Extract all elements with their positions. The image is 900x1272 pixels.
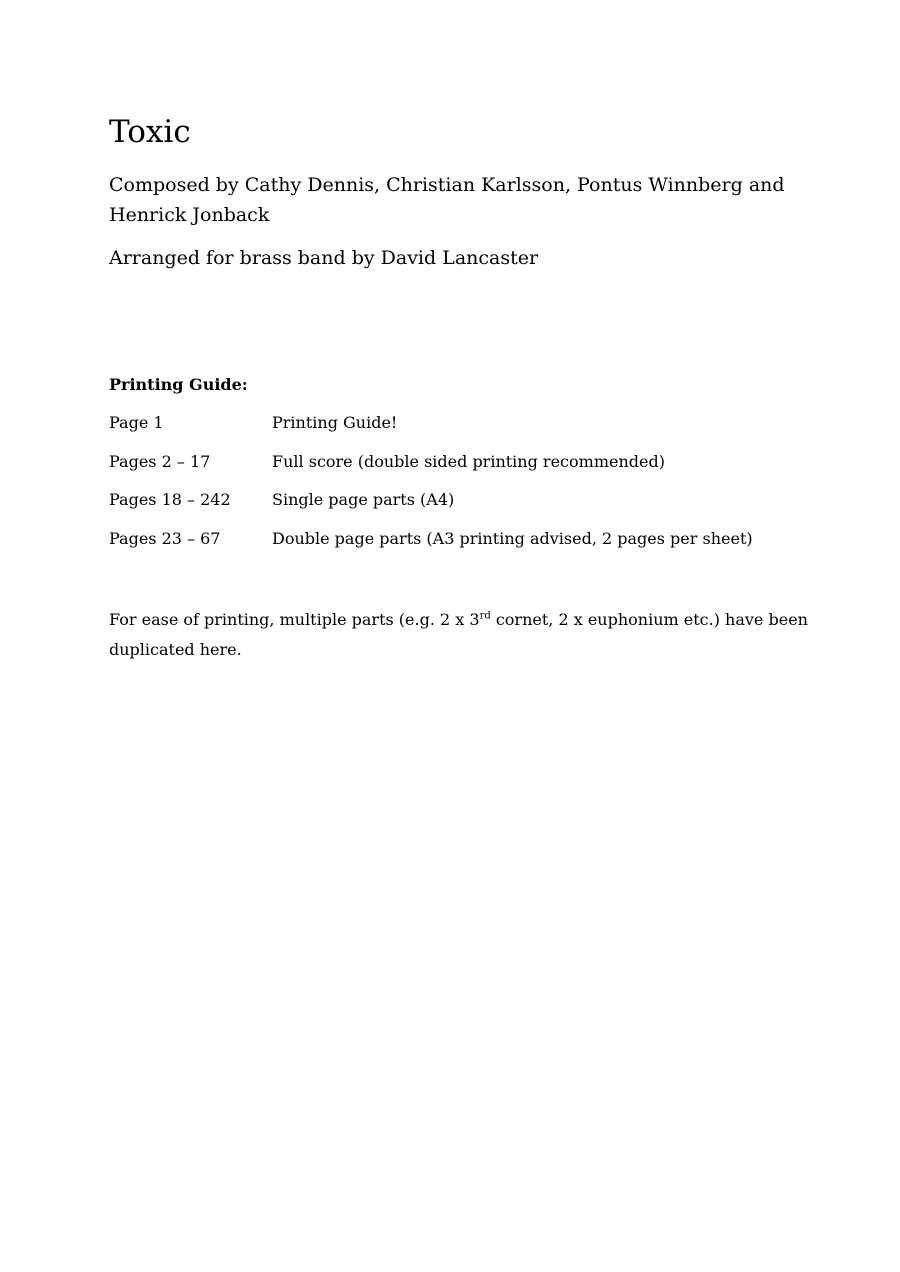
page-range: Pages 23 – 67 (109, 529, 221, 548)
page-range: Pages 2 – 17 (109, 452, 211, 471)
ordinal-suffix: rd (479, 610, 491, 622)
duplication-note (109, 605, 809, 665)
page-range: Page 1 (109, 413, 164, 432)
page-range-description: Printing Guide! (272, 413, 398, 432)
printing-guide-heading: Printing Guide: (109, 375, 248, 394)
composer-credit: Composed by Cathy Dennis, Christian Karlsson, Pontus Winnberg and Henrick Jonback (109, 174, 785, 226)
page-range-description: Full score (double sided printing recommended) (272, 452, 665, 471)
duplication-note-text: For ease of printing, multiple parts (e.g. 2 x 3 (109, 610, 480, 629)
page-range: Pages 18 – 242 (109, 490, 231, 509)
arranger-credit: Arranged for brass band by David Lancaster (109, 247, 539, 269)
duplication-note-text-end: cornet, 2 x euphonium etc.) have been duplicated here. (109, 610, 808, 659)
page-range-description: Double page parts (A3 printing advised, 2 pages per sheet) (272, 529, 753, 548)
page-range-description: Single page parts (A4) (272, 490, 455, 509)
document-title: Toxic (109, 114, 191, 150)
